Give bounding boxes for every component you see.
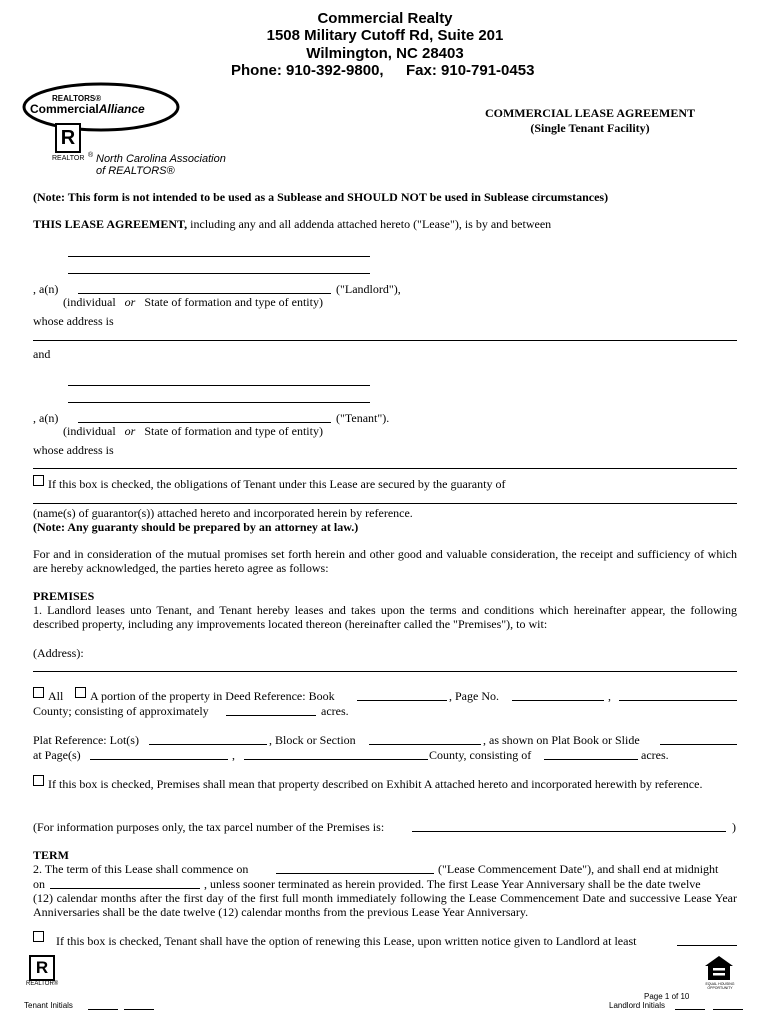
nc-association-line1: North Carolina Association	[96, 153, 226, 165]
hint-or: or	[124, 424, 136, 438]
commercial-alliance-logo	[22, 82, 180, 132]
term-heading: TERM	[33, 848, 69, 862]
plat-acres-field[interactable]	[544, 759, 638, 760]
company-fax: Fax: 910-791-0453	[406, 62, 535, 79]
intro-paragraph	[33, 217, 551, 231]
exhibit-a-text: If this box is checked, Premises shall mean that property described on Exhibit A attached hereto and incorporated herewith by reference.	[48, 777, 703, 791]
footer-realtor-r-icon	[29, 955, 55, 981]
tenant-initials-field-1[interactable]	[88, 1009, 118, 1010]
company-address-line2: Wilmington, NC 28403	[306, 45, 464, 62]
all-label: All	[48, 689, 64, 703]
equal-housing-text: EQUAL HOUSING OPPORTUNITY	[705, 982, 735, 990]
term-on-label: on	[33, 877, 45, 891]
term-line1-b: ("Lease Commencement Date"), and shall end at midnight	[438, 862, 719, 876]
landlord-name-line1[interactable]	[68, 256, 370, 257]
landlord-initials-label: Landlord Initials	[609, 1001, 666, 1010]
company-phone: Phone: 910-392-9800,	[231, 62, 384, 79]
portion-property-checkbox[interactable]	[75, 687, 86, 698]
tenant-address-line[interactable]	[33, 468, 737, 469]
term-line1-a: 2. The term of this Lease shall commence on	[33, 862, 249, 876]
end-date-field[interactable]	[50, 888, 200, 889]
plat-book-label: , as shown on Plat Book or Slide	[483, 733, 640, 747]
plat-reference-label: Plat Reference: Lot(s)	[33, 733, 139, 747]
tenant-an-label: , a(n)	[33, 411, 59, 425]
plat-book-field[interactable]	[660, 744, 737, 745]
realtor-word: REALTOR	[52, 155, 85, 162]
and-label: and	[33, 347, 51, 361]
hint-post: State of formation and type of entity)	[144, 424, 323, 438]
reg-mark: ®	[88, 152, 94, 159]
tax-parcel-label: (For information purposes only, the tax parcel number of the Premises is:	[33, 820, 385, 834]
commencement-date-field[interactable]	[276, 873, 434, 874]
tenant-label: ("Tenant").	[336, 411, 390, 425]
tenant-address-label: whose address is	[33, 443, 114, 457]
intro-bold: THIS LEASE AGREEMENT,	[33, 217, 188, 231]
form-subtitle: (Single Tenant Facility)	[530, 121, 650, 135]
intro-rest: including any and all addenda attached hereto ("Lease"), is by and between	[190, 217, 552, 231]
block-section-label: , Block or Section	[269, 733, 356, 747]
landlord-address-label: whose address is	[33, 314, 114, 328]
acres-label-2: acres.	[641, 748, 669, 762]
guaranty-check-text: If this box is checked, the obligations of Tenant under this Lease are secured by the guaranty of	[48, 477, 506, 491]
page-no-label: , Page No.	[449, 689, 499, 703]
landlord-initials-field-2[interactable]	[713, 1009, 743, 1010]
landlord-entity-hint	[63, 295, 323, 309]
realtor-r-icon	[55, 123, 81, 153]
guarantor-names-line[interactable]	[33, 503, 737, 504]
tax-parcel-close: )	[732, 820, 736, 834]
hint-or: or	[124, 295, 136, 309]
landlord-label: ("Landlord"),	[336, 282, 401, 296]
logo-realtors-text: REALTORS®	[52, 94, 102, 103]
company-name: Commercial Realty	[317, 10, 453, 27]
tenant-entity-hint	[63, 424, 323, 438]
renewal-check-text: If this box is checked, Tenant shall have the option of renewing this Lease, upon written notice given to Landlord at least	[56, 934, 637, 948]
tenant-initials-label: Tenant Initials	[24, 1001, 73, 1010]
portion-label: A portion of the property in Deed Reference: Book	[90, 689, 335, 703]
plat-county-field[interactable]	[244, 759, 428, 760]
premises-address-line[interactable]	[33, 671, 737, 672]
tax-parcel-field[interactable]	[412, 831, 726, 832]
tenant-name-line2[interactable]	[68, 402, 370, 403]
footer-realtor-word: REALTOR®	[26, 981, 59, 987]
landlord-address-line[interactable]	[33, 340, 737, 341]
plat-pages-field[interactable]	[90, 759, 228, 760]
landlord-initials-field-1[interactable]	[675, 1009, 705, 1010]
premises-heading: PREMISES	[33, 589, 95, 603]
block-section-field[interactable]	[369, 744, 481, 745]
hint-post: State of formation and type of entity)	[144, 295, 323, 309]
tenant-name-line1[interactable]	[68, 385, 370, 386]
form-title: COMMERCIAL LEASE AGREEMENT	[484, 106, 696, 120]
comma-sep-2: ,	[232, 748, 235, 762]
landlord-an-label: , a(n)	[33, 282, 59, 296]
county-field[interactable]	[619, 700, 737, 701]
comma-sep: ,	[608, 689, 611, 703]
sublease-note: (Note: This form is not intended to be used as a Sublease and SHOULD NOT be used in Sublease circumstances)	[33, 190, 609, 204]
hint-pre: (individual	[63, 295, 116, 309]
landlord-name-line2[interactable]	[68, 273, 370, 274]
realtor-r-letter: R	[60, 127, 76, 149]
plat-lots-field[interactable]	[149, 744, 267, 745]
guaranty-attorney-note: (Note: Any guaranty should be prepared by an attorney at law.)	[33, 520, 359, 534]
deed-book-field[interactable]	[357, 700, 447, 701]
hint-pre: (individual	[63, 424, 116, 438]
premises-paragraph: 1. Landlord leases unto Tenant, and Tenant hereby leases and takes upon the terms and conditions which hereinafter appear, the following described property, including any improvements located thereon (hereinafter called the "Premises"), to wit:	[33, 603, 737, 631]
at-pages-label: at Page(s)	[33, 748, 81, 762]
guaranty-checkbox[interactable]	[33, 475, 44, 486]
county-consisting-label-2: County, consisting of	[429, 748, 532, 762]
consideration-paragraph: For and in consideration of the mutual promises set forth herein and other good and valuable consideration, the receipt and sufficiency of which are hereby acknowledged, the parties hereto agree as follows:	[33, 547, 737, 575]
company-address-line1: 1508 Military Cutoff Rd, Suite 201	[266, 27, 504, 44]
renewal-checkbox[interactable]	[33, 931, 44, 942]
county-consisting-label: County; consisting of approximately	[33, 704, 209, 718]
approx-acres-field[interactable]	[226, 715, 316, 716]
guarantor-names-label: (name(s) of guarantor(s)) attached hereto and incorporated herein by reference.	[33, 506, 413, 520]
term-paragraph-rest: (12) calendar months after the first day of the first full month immediately following the Lease Commencement Date and successive Lease Year Anniversaries shall be the date twelve (12) calendar months from the previous Lease Year Anniversary.	[33, 891, 737, 919]
term-line2-b: , unless sooner terminated as herein provided. The first Lease Year Anniversary shall be the date twelve	[204, 877, 701, 891]
renewal-notice-field[interactable]	[677, 945, 737, 946]
landlord-entity-line[interactable]	[78, 293, 331, 294]
logo-commercial-word: Commercial	[30, 102, 99, 116]
premises-address-label: (Address):	[33, 646, 84, 660]
logo-alliance-word: Alliance	[98, 102, 145, 116]
equal-housing-icon	[704, 955, 734, 981]
tenant-initials-field-2[interactable]	[124, 1009, 154, 1010]
nc-association-line2: of REALTORS®	[96, 165, 175, 177]
page-number: Page 1 of 10	[644, 992, 690, 1001]
footer-r-letter: R	[35, 958, 49, 977]
all-property-checkbox[interactable]	[33, 687, 44, 698]
acres-label: acres.	[321, 704, 349, 718]
tenant-entity-line[interactable]	[78, 422, 331, 423]
deed-page-field[interactable]	[512, 700, 604, 701]
logo-commercial-alliance-text	[30, 102, 145, 116]
